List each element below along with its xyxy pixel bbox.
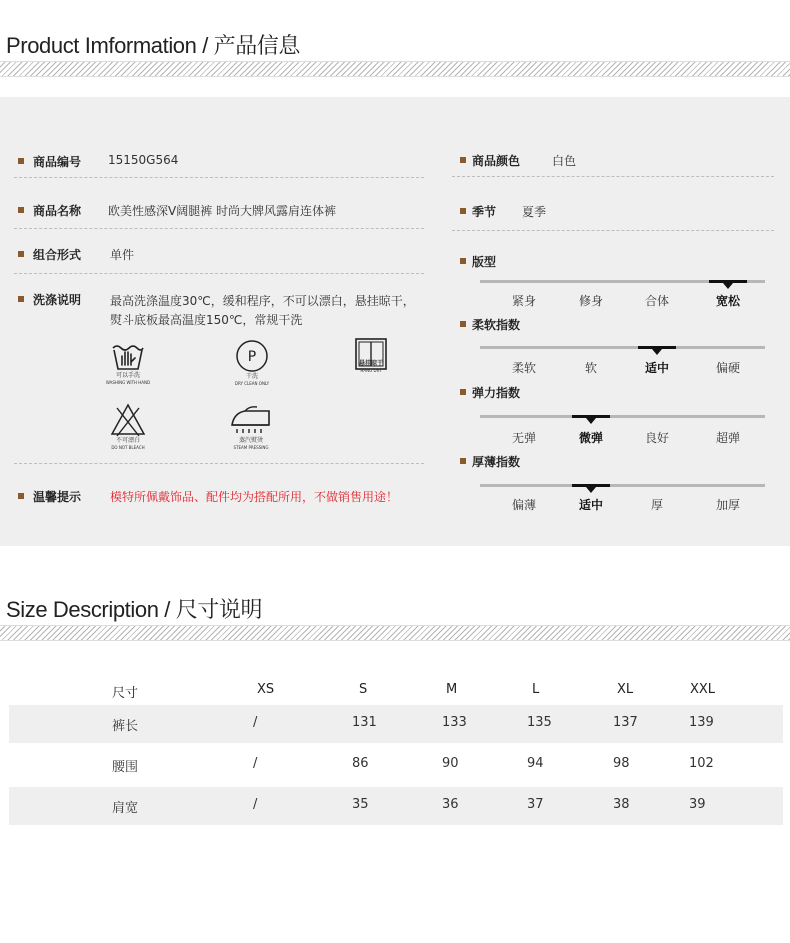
tip-label: 温馨提示 <box>33 490 82 504</box>
elasticity-scale-option: 微弹 <box>578 431 604 445</box>
wash-line-2: 熨斗底板最高温度150℃，常规干洗 <box>110 313 303 327</box>
fit-scale-pointer-icon <box>723 283 733 289</box>
hand-wash-en: WASHING WITH HAND <box>105 380 151 385</box>
hand-wash-care <box>98 338 158 386</box>
size-cell: 38 <box>613 797 630 812</box>
row-divider <box>14 228 424 229</box>
size-cell: 37 <box>527 797 544 812</box>
size-header-cell: M <box>446 682 458 697</box>
fit-scale-option: 修身 <box>578 294 604 308</box>
hand-wash-cn: 可以手洗 <box>115 372 140 379</box>
size-header-cell: XL <box>617 682 634 697</box>
size-cell: 133 <box>442 715 467 730</box>
size-description-divider <box>0 625 790 641</box>
softness-scale-track <box>480 346 765 349</box>
thickness-scale-pointer-icon <box>586 487 596 493</box>
product-info-title: Product Imformation / 产品信息 <box>6 33 301 58</box>
thickness-scale-option: 加厚 <box>715 498 741 512</box>
bullet-icon <box>460 157 466 163</box>
size-cell: 39 <box>689 797 706 812</box>
wash-instructions <box>110 292 415 330</box>
elasticity-scale-option: 超弹 <box>715 431 741 445</box>
tip-value: 模特所佩戴饰品、配件均为搭配所用，不做销售用途！ <box>110 490 399 504</box>
season-label: 季节 <box>472 205 497 219</box>
product-info-divider <box>0 61 790 77</box>
elasticity-scale-option: 无弹 <box>511 431 537 445</box>
fit-scale-option: 紧身 <box>511 294 537 308</box>
softness-scale-option: 软 <box>584 361 598 375</box>
wash-label: 洗涤说明 <box>33 293 82 307</box>
dry-clean-icon <box>234 339 270 373</box>
season-value: 夏季 <box>522 205 547 219</box>
size-cell: 131 <box>352 715 377 730</box>
product-code-label: 商品编号 <box>33 155 82 169</box>
bullet-icon <box>460 389 466 395</box>
softness-scale-option: 柔软 <box>511 361 537 375</box>
size-header-cell: S <box>359 682 368 697</box>
size-row-name: 裤长 <box>112 719 139 734</box>
bullet-icon <box>18 296 24 302</box>
elasticity-scale-track <box>480 415 765 418</box>
no-bleach-en: DO NOT BLEACH <box>111 445 145 450</box>
dry-clean-care <box>222 339 282 387</box>
elasticity-scale-option: 良好 <box>644 431 670 445</box>
softness-scale-option: 适中 <box>644 361 670 375</box>
no-bleach-icon <box>110 403 146 437</box>
wash-line-1: 最高洗涤温度30℃，缓和程序，不可以漂白，悬挂晾干， <box>110 294 415 308</box>
fit-scale-label: 版型 <box>472 255 497 269</box>
steam-care <box>221 405 281 451</box>
size-cell: / <box>253 715 258 730</box>
size-cell: 90 <box>442 756 459 771</box>
bullet-icon <box>18 207 24 213</box>
size-cell: / <box>253 756 258 771</box>
fit-scale-option: 合体 <box>644 294 670 308</box>
size-cell: 98 <box>613 756 630 771</box>
size-header-cell: XXL <box>690 682 716 697</box>
no-bleach-care <box>98 403 158 451</box>
hang-dry-cn: 悬挂晾干 <box>358 360 383 367</box>
softness-scale-option: 偏硬 <box>715 361 741 375</box>
bullet-icon <box>18 158 24 164</box>
row-divider <box>14 463 424 464</box>
thickness-scale-option: 厚 <box>650 498 664 512</box>
size-cell: 137 <box>613 715 638 730</box>
dry-clean-cn: 干洗 <box>245 373 258 380</box>
thickness-scale-option: 适中 <box>578 498 604 512</box>
hang-dry-en: HANG DRY <box>360 368 382 373</box>
row-divider <box>452 230 774 231</box>
hang-dry-care <box>341 338 401 374</box>
size-cell: 102 <box>689 756 714 771</box>
size-cell: 86 <box>352 756 369 771</box>
size-description-title: Size Description / 尺寸说明 <box>6 597 263 622</box>
dry-clean-letter: P <box>247 349 257 365</box>
size-cell: 139 <box>689 715 714 730</box>
size-row-name: 腰围 <box>112 760 139 775</box>
product-name-value: 欧美性感深V阔腿裤 时尚大牌风露肩连体裤 <box>108 204 337 218</box>
bullet-icon <box>18 251 24 257</box>
elasticity-scale-label: 弹力指数 <box>472 386 521 400</box>
bullet-icon <box>460 321 466 327</box>
bullet-icon <box>460 458 466 464</box>
size-cell: / <box>253 797 258 812</box>
size-cell: 135 <box>527 715 552 730</box>
row-divider <box>452 176 774 177</box>
elasticity-scale-pointer-icon <box>586 418 596 424</box>
softness-scale-label: 柔软指数 <box>472 318 521 332</box>
thickness-scale-track <box>480 484 765 487</box>
steam-cn: 蒸汽熨烫 <box>238 437 263 444</box>
thickness-scale-option: 偏薄 <box>511 498 537 512</box>
size-row-name: 肩宽 <box>112 801 139 816</box>
bullet-icon <box>18 493 24 499</box>
thickness-scale-label: 厚薄指数 <box>472 455 521 469</box>
product-name-label: 商品名称 <box>33 204 82 218</box>
size-cell: 36 <box>442 797 459 812</box>
size-header-cell: XS <box>257 682 275 697</box>
bullet-icon <box>460 258 466 264</box>
combo-label: 组合形式 <box>33 248 82 262</box>
product-code-value: 15150G564 <box>108 153 179 167</box>
size-header-label: 尺寸 <box>112 686 139 701</box>
steam-en: STEAM PRESSING <box>233 445 269 450</box>
no-bleach-cn: 不可漂白 <box>115 437 140 444</box>
color-value: 白色 <box>552 154 577 168</box>
fit-scale-option: 宽松 <box>715 294 741 308</box>
size-header-cell: L <box>532 682 540 697</box>
color-label: 商品颜色 <box>472 154 521 168</box>
softness-scale-pointer-icon <box>652 349 662 355</box>
size-cell: 35 <box>352 797 369 812</box>
steam-iron-icon <box>229 405 273 437</box>
size-cell: 94 <box>527 756 544 771</box>
dry-clean-en: DRY CLEAN ONLY <box>234 381 270 386</box>
row-divider <box>14 177 424 178</box>
bullet-icon <box>460 208 466 214</box>
hand-wash-icon <box>110 338 146 372</box>
row-divider <box>14 273 424 274</box>
combo-value: 单件 <box>110 248 135 262</box>
